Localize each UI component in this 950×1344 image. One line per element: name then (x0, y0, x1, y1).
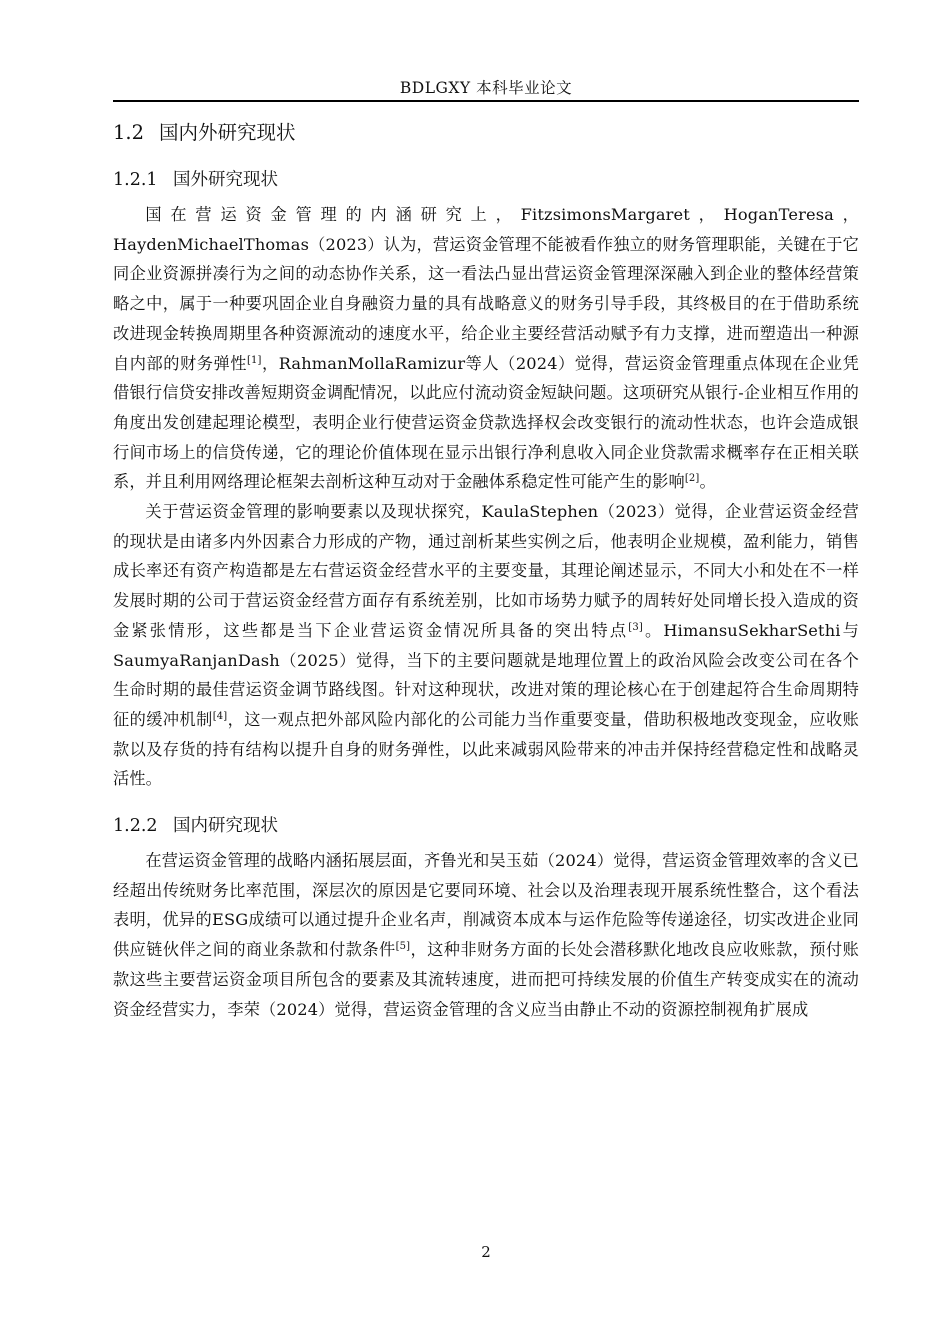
page-number: 2 (481, 1243, 491, 1261)
subsection-heading-domestic (113, 812, 859, 840)
citation-ref: [5] (395, 941, 411, 953)
citation-ref: [4] (212, 710, 228, 722)
body-paragraph: 国在营运资金管理的内涵研究上，FitzsimonsMargaret，HoganTeresa，HaydenMichaelThomas（2023）认为，营运资金管理不能被看作独立的财务管理职能，关键在于它同企业资源拼凑行为之间的动态协作关系，这一看法凸显出营运资金管理深深融入到企业的整体经营策略之中，属于一种要巩固企业自身融资力量的具有战略意义的财务引导手段，其终极目的在于借助系统改进现金转换周期里各种资源流动的速度水平，给企业主要经营活动赋予有力支撑，进而塑造出一种源自内部的财务弹性[1]，RahmanMollaRamizur等人（2024）觉得，营运资金管理重点体现在企业凭借银行信贷安排改善短期资金调配情况，以此应付流动资金短缺问题。这项研究从银行-企业相互作用的角度出发创建起理论模型，表明企业行使营运资金贷款选择权会改变银行的流动性状态，也许会造成银行间市场上的信贷传递，它的理论价值体现在显示出银行净利息收入同企业贷款需求概率存在正相关联系，并且利用网络理论框架去剖析这种互动对于金融体系稳定性可能产生的影响[2]。 (113, 205, 859, 492)
body-paragraph: 在营运资金管理的战略内涵拓展层面，齐鲁光和吴玉茹（2024）觉得，营运资金管理效率的含义已经超出传统财务比率范围，深层次的原因是它要同环境、社会以及治理表现开展系统性整合，这个看法表明，优异的ESG成绩可以通过提升企业名声，削减资本成本与运作危险等传递途径，切实改进企业同供应链伙伴之间的商业条款和付款条件[5]，这种非财务方面的长处会潜移默化地改良应收账款，预付账款这些主要营运资金项目所包含的要素及其流转速度，进而把可持续发展的价值生产转变成实在的流动资金经营实力，李荣（2024）觉得，营运资金管理的含义应当由静止不动的资源控制视角扩展成 (113, 851, 859, 1019)
subsection-title: 国内研究现状 (173, 816, 278, 837)
citation-ref: [2] (684, 473, 700, 485)
subsection-heading-foreign (113, 166, 859, 194)
section-title: 国内外研究现状 (159, 121, 296, 144)
subsection-title: 国外研究现状 (173, 170, 278, 190)
citation-ref: [3] (628, 621, 643, 633)
running-header: BDLGXY 本科毕业论文 (399, 79, 573, 97)
section-number: 1.2 (113, 121, 145, 144)
subsection-number: 1.2.1 (113, 170, 158, 190)
page-body (113, 112, 859, 1024)
body-paragraph: 关于营运资金管理的影响要素以及现状探究，KaulaStephen（2023）觉得，企业营运资金经营的现状是由诸多内外因素合力形成的产物，通过剖析某些实例之后，他表明企业规模，盈利能力，销售成长率还有资产构造都是左右营运资金经营水平的主要变量，其理论阐述显示，不同大小和处在不一样发展时期的公司于营运资金经营方面存有系统差别，比如市场势力赋予的周转好处同增长投入造成的资金紧张情形，这些都是当下企业营运资金情况所具备的突出特点[3]。HimansuSekharSethi与SaumyaRanjanDash（2025）觉得，当下的主要问题就是地理位置上的政治风险会改变公司在各个生命时期的最佳营运资金调节路线图。针对这种现状，改进对策的理论核心在于创建起符合生命周期特征的缓冲机制[4]，这一观点把外部风险内部化的公司能力当作重要变量，借助积极地改变现金，应收账款以及存货的持有结构以提升自身的财务弹性，以此来减弱风险带来的冲击并保持经营稳定性和战略灵活性。 (113, 502, 859, 789)
subsection-number: 1.2.2 (113, 816, 158, 837)
header-divider (113, 100, 859, 102)
section-heading (113, 112, 859, 148)
citation-ref: [1] (246, 354, 262, 366)
